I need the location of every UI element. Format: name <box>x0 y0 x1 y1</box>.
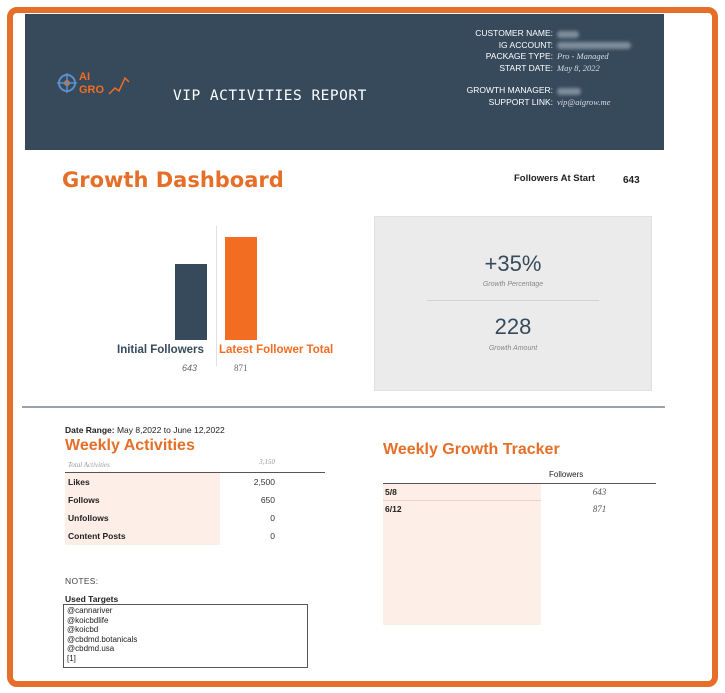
category-label-initial: Initial Followers <box>117 344 204 356</box>
growth-amount-value: 228 <box>494 314 532 339</box>
chart-divider <box>216 226 217 366</box>
meta-start-date: START DATE: May 8, 2022 <box>499 62 600 73</box>
list-item: @cannariver <box>67 606 113 615</box>
table-row: Unfollows 0 <box>65 509 325 527</box>
date-range: Date Range: May 8,2022 to June 12,2022 <box>65 425 225 435</box>
value-label-initial: 643 <box>182 363 198 373</box>
bar-latest-follower-total <box>225 237 257 340</box>
list-item: [1] <box>67 653 76 663</box>
table-row: Content Posts 0 <box>65 527 325 545</box>
growth-summary-box <box>374 216 652 391</box>
growth-dashboard-title: Growth Dashboard <box>62 168 284 192</box>
followers-at-start-value: 643 <box>623 175 640 186</box>
list-item: @koicbd <box>67 625 99 635</box>
growth-percentage-value: +35% <box>484 251 542 276</box>
followers-bar-chart <box>110 220 380 390</box>
followers-at-start-label: Followers At Start <box>514 173 595 184</box>
list-item: @cbdmd.usa <box>67 644 115 654</box>
growth-tracker-table <box>383 470 656 625</box>
meta-customer-name: CUSTOMER NAME: <box>405 28 655 40</box>
redacted-value <box>557 42 631 49</box>
activities-total-row: Total Activities 3,150 <box>65 458 325 473</box>
section-divider <box>22 406 665 408</box>
meta-ig-account: IG ACCOUNT: <box>405 40 655 52</box>
table-row: Likes 2,500 <box>65 473 325 491</box>
value-label-latest: 871 <box>234 363 248 373</box>
growth-amount-label: Growth Amount <box>488 345 538 352</box>
redacted-value <box>557 88 581 95</box>
svg-text:GRO: GRO <box>79 84 105 96</box>
tracker-header <box>383 470 656 484</box>
activities-table <box>65 458 325 545</box>
table-row: 5/8 643 <box>385 487 607 497</box>
customer-meta <box>405 28 655 108</box>
report-header <box>25 14 664 150</box>
used-targets-box <box>63 604 308 668</box>
notes-label: NOTES: <box>65 576 99 586</box>
growth-percentage-label: Growth Percentage <box>482 281 544 288</box>
used-targets-label: Used Targets <box>65 594 119 604</box>
table-row: 6/12 871 <box>385 504 607 514</box>
list-item: @cbdmd.botanicals <box>67 634 138 644</box>
meta-support-link: SUPPORT LINK: vip@aigrow.me <box>405 97 655 109</box>
category-label-latest: Latest Follower Total <box>219 344 334 356</box>
followers-column-header: Followers <box>549 470 584 479</box>
aigrow-logo <box>53 64 143 102</box>
weekly-growth-tracker-title: Weekly Growth Tracker <box>383 441 560 458</box>
svg-text:AI: AI <box>79 71 90 83</box>
report-title: VIP ACTIVITIES REPORT <box>173 88 367 104</box>
meta-growth-manager: GROWTH MANAGER: <box>405 85 655 97</box>
list-item: @koicbdlife <box>67 615 109 625</box>
divider <box>427 300 599 301</box>
meta-package-type: PACKAGE TYPE: Pro - Managed <box>485 51 609 61</box>
redacted-value <box>557 31 579 38</box>
support-link[interactable]: vip@aigrow.me <box>557 96 611 107</box>
aigrow-logo-icon <box>53 64 143 102</box>
bar-initial-followers <box>175 264 207 340</box>
weekly-activities-title: Weekly Activities <box>65 437 195 454</box>
table-row: Follows 650 <box>65 491 325 509</box>
